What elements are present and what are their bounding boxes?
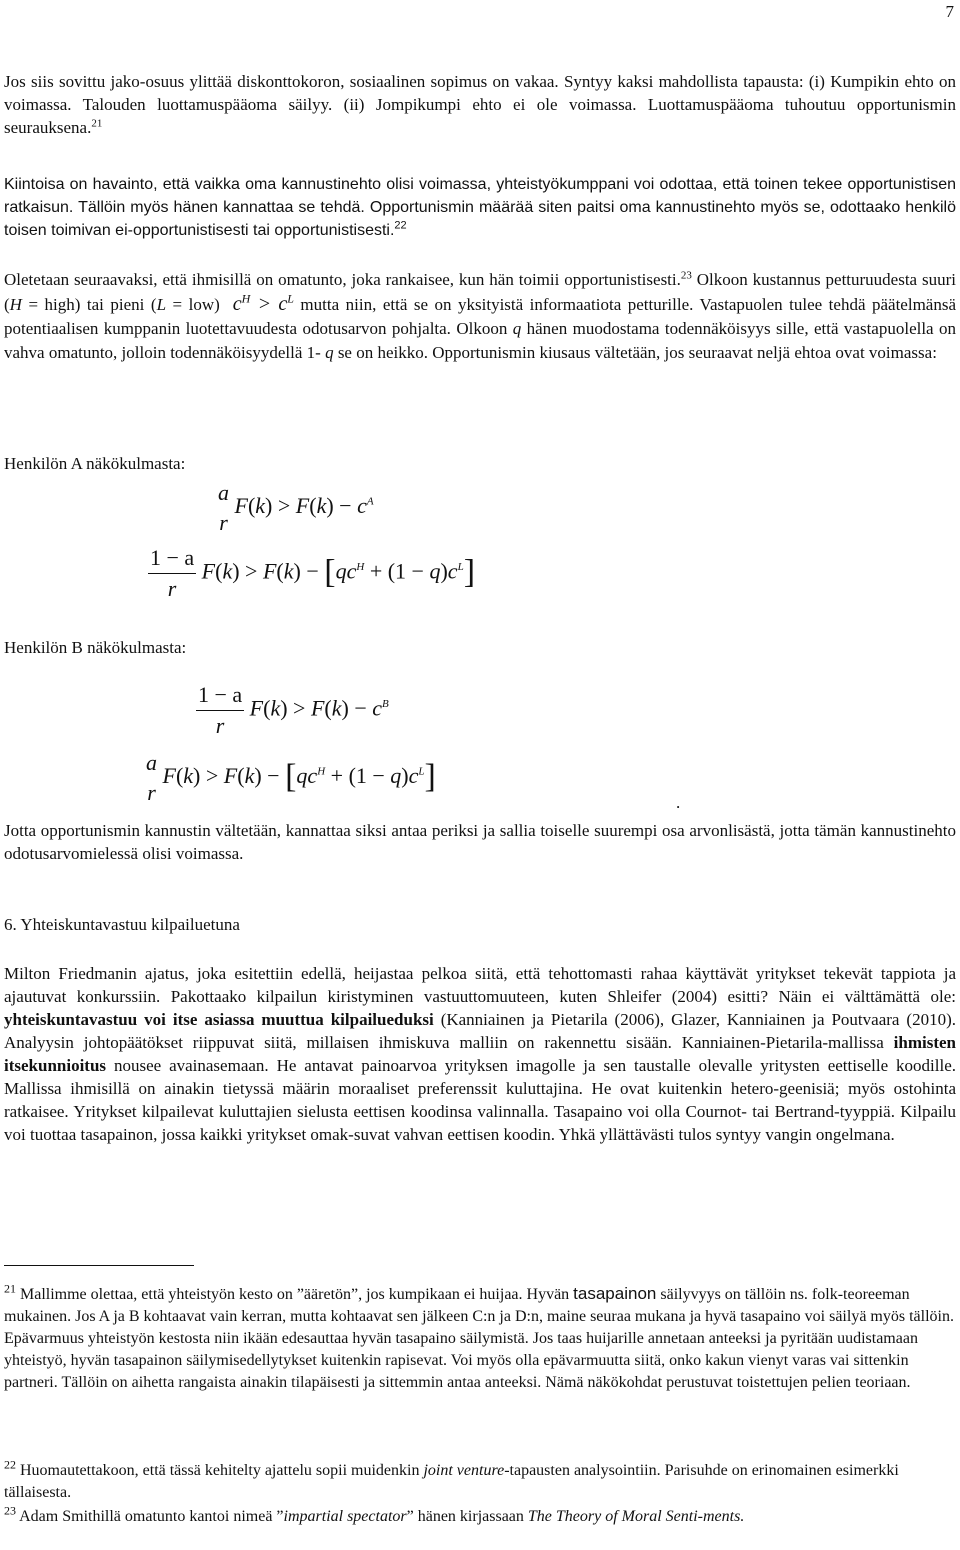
footnote-23 bbox=[4, 1503, 956, 1528]
footnote-23-italic-2: The Theory of Moral Senti-ments. bbox=[527, 1508, 745, 1525]
equation-period: . bbox=[676, 793, 681, 812]
fraction-a-over-r-b: a r bbox=[146, 750, 157, 805]
paragraph-5-text-b: (Kanniainen ja Pietarila (2006), Glazer, Kanniainen ja Poutvaara (2010). Analyysin johtopäätökset riippuvat siitä, millaisen ihmiskuva malliin on rakennettu sisään. Kanniainen-Pietarila-mallissa bbox=[4, 1010, 956, 1052]
footnote-23-text-a: Adam Smithillä omatunto kantoi nimeä ” bbox=[16, 1508, 284, 1525]
symbol-q: q bbox=[512, 319, 522, 338]
paragraph-3-text-b: Olkoon kustannus petturuudesta suuri ( bbox=[4, 270, 956, 314]
paragraph-5 bbox=[4, 962, 956, 1146]
footnote-23-text-b: ” hänen kirjassaan bbox=[406, 1508, 528, 1525]
paragraph-3-text-a: Oletetaan seuraavaksi, että ihmisillä on omatunto, joka rankaisee, kun hän toimii opportunistisesti. bbox=[4, 270, 681, 289]
fraction-1-minus-a-over-r-b: $\frac{1 - a}{r}$ bbox=[198, 682, 243, 738]
fraction-1-minus-a-over-r: $\frac{1 - a}{r}$ bbox=[150, 545, 195, 601]
paragraph-1 bbox=[4, 70, 956, 139]
footnote-divider bbox=[4, 1265, 194, 1266]
footnote-ref-23: 23 bbox=[680, 269, 692, 282]
footnote-23-number: 23 bbox=[4, 1503, 16, 1518]
symbol-q-2: q bbox=[325, 343, 334, 362]
footnote-22 bbox=[4, 1457, 956, 1504]
paragraph-2-text: Kiintoisa on havainto, että vaikka oma kannustinehto olisi voimassa, yhteistyökumppani voi odottaa, että toinen tekee opportunistisen ratkaisun. Tällöin myös hänen kannattaa se tehdä. Opportunismin määrää siten paitsi oma kannustinehto myös se, odottaako henkilö toisen toimivan ei-opportunistisesti tai opportunistisesti. bbox=[4, 176, 956, 239]
paragraph-2 bbox=[4, 173, 956, 242]
footnote-21-text-a: Mallimme olettaa, että yhteistyön kesto on ”ääretön”, jos kumpikaan ei huijaa. Hyvän bbox=[16, 1286, 574, 1303]
footnote-ref-22: 22 bbox=[394, 219, 407, 232]
footnote-23-italic-1: impartial spectator bbox=[283, 1508, 407, 1525]
bold-phrase-1: yhteiskuntavastuu voi itse asiassa muuttua kilpailueduksi bbox=[4, 1010, 434, 1029]
footnote-ref-21: 21 bbox=[91, 117, 103, 130]
inline-inequality: $c^H > c^L$ bbox=[232, 291, 294, 315]
footnote-21-number: 21 bbox=[4, 1281, 16, 1296]
paragraph-5-text-c: nousee avainasemaan. He antavat painoarvoa yrityksen imagolle ja sen taustalle olevalle yritysten eettiselle koodille. Mallissa ihmisillä on ainakin tietyssä määrin moraaliset preferenssit kuluttajina. He ovat kuitenkin hetero-geenisiä; myös ostohinta ratkaisee. Yritykset kilpailevat kuluttajien sielusta eettisen koodinsa valinnalla. Tasapaino voi olla Cournot- tai Bertrand-tyyppiä. Kilpailu voi tuottaa tasapainon, jossa kaikki yritykset omak-suvat vahvan eettisen koodin. Yhkä yllättävästi tulos syntyy vangin ongelmana. bbox=[4, 1056, 956, 1144]
equation-a2: $\frac{1 - a}{r}$ $F(k) > F(k) - [qc^H + (1 - q)c^L]$ bbox=[148, 543, 475, 604]
page-number: 7 bbox=[945, 2, 954, 21]
footnote-21-word: tasapainon bbox=[573, 1284, 657, 1303]
paragraph-4: Jotta opportunismin kannustin vältetään, kannattaa siksi antaa periksi ja sallia toiselle suurempi osa arvonlisästä, jotta tämän kannustinehto odotusarvomielessä olisi voimassa. bbox=[4, 821, 956, 863]
paragraph-3-text-g: se on heikko. Opportunismin kiusaus vältetään, jos seuraavat neljä ehtoa ovat voimassa: bbox=[333, 343, 937, 362]
label-person-b: Henkilön B näkökulmasta: bbox=[4, 638, 187, 657]
paragraph-3-text-f: hänen muodostama todennäköisyys sille, että vastapuolella on vahva omatunto, jolloin todennäköisyydellä 1- bbox=[4, 319, 956, 362]
paragraph-3-text-e: mutta niin, että se on yksityistä informaatiota petturille. Vastapuolen tulee tehdä päätelmänsä potentiaalisen kumppanin luotettavuudesta odotusarvon pohjalta. Olkoon bbox=[4, 295, 957, 338]
paragraph-3 bbox=[4, 268, 956, 365]
footnote-21 bbox=[4, 1283, 956, 1394]
footnote-22-text-a: Huomautettakoon, että tässä kehitelty ajattelu sopii muidenkin bbox=[16, 1462, 424, 1479]
paragraph-5-text-a: Milton Friedmanin ajatus, joka esitettiin edellä, heijastaa pelkoa siitä, että tehottomasti rahaa käyttävät yritykset tekevät tappiota ja ajautuvat konkurssiin. Pakottaako kilpailun kiristyminen vastuuttomuuteen, kuten Shleifer (2004) esitti? Näin ei välttämättä ole: bbox=[4, 964, 956, 1006]
equation-b2: a r $F(k) > F(k) - [qc^H + (1 - q)c^L]$ bbox=[146, 748, 436, 808]
bold-phrase-2: ihmisten itsekunnioitus bbox=[4, 1033, 956, 1075]
label-person-a: Henkilön A näkökulmasta: bbox=[4, 454, 186, 473]
footnote-22-number: 22 bbox=[4, 1457, 16, 1472]
symbol-L: L bbox=[156, 295, 167, 314]
paragraph-1-text: Jos siis sovittu jako-osuus ylittää diskonttokoron, sosiaalinen sopimus on vakaa. Syntyy kaksi mahdollista tapausta: (i) Kumpikin ehto on voimassa. Talouden luottamuspääoma säilyy. (ii) Jompikumpi ehto ei ole voimassa. Luottamuspääoma tuhoutuu opportunismin seurauksena. bbox=[4, 72, 956, 137]
footnote-22-italic: joint venture bbox=[423, 1462, 505, 1479]
footnote-21-text-b: säilyvyys on tällöin ns. folk-teoreeman mukainen. Jos A ja B kohtaavat vain kerran, mutta kohtaavat sen jälkeen C:n ja D:n, maine seuraa mukana ja hyvä tasapaino voi säilyä myös tällöin. Epävarmuus yhteistyön kestosta niin ikään edesauttaa hyvän tasapaino säilymistä. Jos taas huijarille annetaan anteeksi ja pyritään uudistamaan yhteistyö, hyvän tasapainon säilymisedellytykset kuitenkin rapisevat. Voi myös olla epävarmuutta siitä, onko kakun vienyt varas vai sittenkin partneri. Tällöin on aihetta rangaista ainakin tilapäisesti ja sittemmin antaa anteeksi. Nämä näkökohdat perustuvat toistettujen pelien teoriaan. bbox=[4, 1286, 954, 1391]
footnote-22-text-b: -tapausten analysointiin. Parisuhde on erinomainen esimerkki tällaisesta. bbox=[4, 1462, 899, 1501]
section-heading: 6. Yhteiskuntavastuu kilpailuetuna bbox=[4, 915, 240, 934]
fraction-a-over-r: a r bbox=[218, 480, 229, 535]
equation-b1: $\frac{1 - a}{r}$ $F(k) > F(k) - c^B$ bbox=[196, 680, 389, 741]
paragraph-3-text-c: = high) tai pieni ( bbox=[21, 295, 157, 314]
paragraph-3-text-d: = low) bbox=[166, 295, 220, 314]
equation-a1: a r $F(k) > F(k) - c^A$ bbox=[218, 478, 374, 538]
symbol-H: H bbox=[9, 295, 22, 314]
